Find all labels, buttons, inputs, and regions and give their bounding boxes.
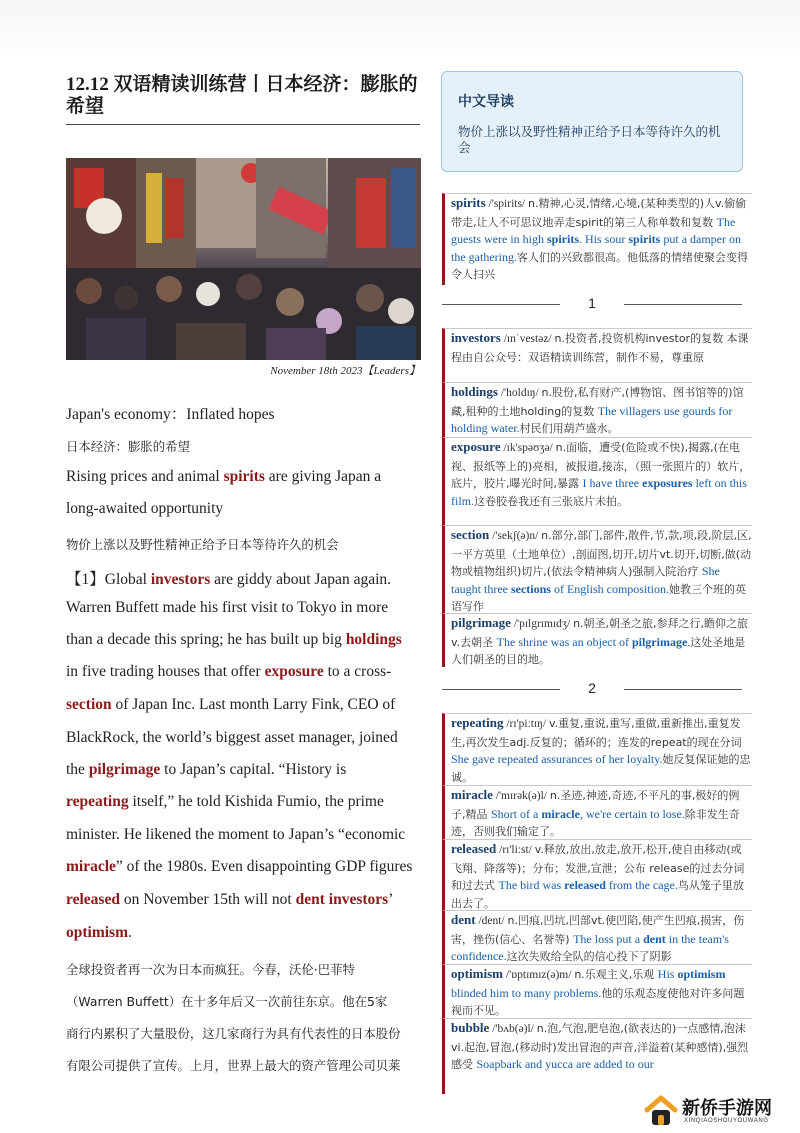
translation-line: 有限公司提供了宣传。上月，世界上最大的资产管理公司贝莱 bbox=[66, 1058, 401, 1073]
keyword-miracle: miracle bbox=[66, 858, 116, 875]
body-line: the pilgrimage to Japan’s capital. “History is bbox=[66, 761, 347, 778]
logo-subtext: XINQIAOSHOUYOUWANG bbox=[684, 1118, 769, 1124]
photo-caption: November 18th 2023【Leaders】 bbox=[270, 365, 420, 377]
body-line: than a decade this spring; he has built up big holdings bbox=[66, 631, 402, 648]
translation-line: 全球投资者再一次为日本而疯狂。今春，沃伦·巴菲特 bbox=[66, 962, 355, 977]
vocab-entry-optimism: optimism /'ɒptɪmɪz(ə)m/ n.乐观主义,乐观 His optimism blinded him to many problems.他的乐观态度使他对许多问题视而不见。 bbox=[442, 964, 752, 1018]
section-divider-1 bbox=[442, 295, 742, 313]
keyword-exposure: exposure bbox=[264, 663, 324, 680]
body-line: section of Japan Inc. Last month Larry Fink, CEO of bbox=[66, 696, 396, 713]
vocab-entry-repeating: repeating /rɪ'piːtɪŋ/ v.重复,重说,重写,重做,重新推出,重复发生,再次发生adj.反复的；循环的；连发的repeat的现在分词 She gave repeated assurances of her loyalty.她反复保证她的忠诚。 bbox=[442, 713, 752, 785]
body-line: minister. He likened the moment to Japan’s “economic bbox=[66, 826, 406, 843]
guide-title: 中文导读 bbox=[458, 94, 514, 110]
keyword-holdings: holdings bbox=[345, 631, 402, 648]
body-line: in five trading houses that offer exposure to a cross- bbox=[66, 663, 392, 680]
article-title: 12.12 双语精读训练营丨日本经济：膨胀的希望 bbox=[66, 74, 418, 117]
vocab-entry-spirits: spirits /'spirits/ n.精神,心灵,情绪,心境,(某种类型的)人v.偷偷带走,让人不可思议地弄走spirit的第三人称单数和复数 The guests were in high spirits. His sour spirits put a damper on the gathering.客人们的兴致都很高。他低落的情绪使聚会变得令人扫兴 bbox=[442, 193, 752, 285]
subhead-chinese: 物价上涨以及野性精神正给予日本等待许久的机会 bbox=[66, 537, 339, 552]
chinese-guide-box bbox=[441, 71, 743, 172]
vocab-entry-dent: dent /dent/ n.凹痕,凹坑,凹部vt.使凹陷,使产生凹痕,损害，伤害，挫伤(信心、名誉等) The loss put a dent in the team's confidence.这次失败给全队的信心投下了阴影 bbox=[442, 910, 752, 964]
vocab-entry-bubble: bubble /'bʌb(ə)l/ n.泡,气泡,肥皂泡,(欲表达的)一点感情,泡沫vi.起泡,冒泡,(移动时)发出冒泡的声音,洋溢着(某种感情),强烈感受 Soapbark and yucca are added to our bbox=[442, 1018, 752, 1094]
subhead-english-line-1: Rising prices and animal spirits are giving Japan a bbox=[66, 468, 382, 485]
headline-english: Japan's economy：Inflated hopes bbox=[66, 406, 275, 423]
section-number: 1 bbox=[588, 295, 596, 311]
guide-text: 物价上涨以及野性精神正给予日本等待许久的机会 bbox=[458, 124, 721, 155]
keyword-released: released bbox=[66, 891, 120, 908]
street-crowd-photo bbox=[66, 158, 421, 360]
subhead-english-line-2: long-awaited opportunity bbox=[66, 500, 224, 517]
body-line: BlackRock, the world’s biggest asset manager, joined bbox=[66, 729, 398, 746]
keyword-dent-investors: dent investors bbox=[295, 891, 389, 908]
body-line: 【1】Global investors are giddy about Japan again. bbox=[66, 571, 392, 588]
body-line: optimism. bbox=[66, 924, 132, 941]
body-line: Warren Buffett made his first visit to Tokyo in more bbox=[66, 599, 389, 616]
translation-line: 商行内累积了大量股份，这几家商行为具有代表性的日本股份 bbox=[66, 1026, 401, 1041]
vocab-entry-holdings: holdings /'holdɪŋ/ n.股份,私有财产,(博物馆、图书馆等的)馆藏,租种的土地holding的复数 The villagers use gourds for holding water.村民们用葫芦盛水。 bbox=[442, 382, 752, 437]
section-divider-2 bbox=[442, 680, 742, 698]
vocab-entry-released: released /rɪ'liːst/ v.释放,放出,放走,放开,松开,使自由移动(或飞翔、降落等)；分布；发泄,宣泄；公布 release的过去分词和过去式 The bird was released from the cage.鸟从笼子里放出去了。 bbox=[442, 839, 752, 910]
body-line: released on November 15th will not dent investors’ bbox=[66, 891, 394, 908]
keyword-repeating: repeating bbox=[66, 793, 129, 810]
keyword-spirits: spirits bbox=[223, 468, 265, 485]
logo-text: 新侨手游网 bbox=[682, 1098, 772, 1119]
headline-chinese: 日本经济：膨胀的希望 bbox=[66, 439, 190, 454]
keyword-section: section bbox=[66, 696, 112, 713]
translation-line: （Warren Buffett）在十多年后又一次前往东京。他在5家 bbox=[66, 994, 388, 1009]
vocab-entry-miracle: miracle /'mɪrək(ə)l/ n.圣迹,神迹,奇迹,不平凡的事,极好的例子,精品 Short of a miracle, we're certain to lose.除非发生奇迹，否则我们输定了。 bbox=[442, 785, 752, 839]
site-logo bbox=[644, 1093, 794, 1129]
vocab-entry-exposure: exposure /ɪk'spəʊʒə/ n.面临，遭受(危险或不快),揭露,(在电视、报纸等上的)亮相，被报道,接冻，（照一张照片的）软片，底片，胶片,曝光时间,暴露 I have three exposures left on this film.这卷胶卷我还有三张底片未拍。 bbox=[442, 437, 752, 525]
vocab-entry-pilgrimage: pilgrimage /'pɪlgrɪmɪdʒ/ n.朝圣,朝圣之旅,参拜之行,瞻仰之旅v.去朝圣 The shrine was an object of pilgrimage.这处圣地是人们朝圣的目的地。 bbox=[442, 613, 752, 667]
body-line: miracle” of the 1980s. Even disappointing GDP figures bbox=[66, 858, 413, 875]
keyword-optimism: optimism bbox=[66, 924, 128, 941]
body-line: repeating itself,” he told Kishida Fumio, the prime bbox=[66, 793, 384, 810]
section-number: 2 bbox=[588, 680, 596, 696]
keyword-investors: investors bbox=[150, 571, 211, 588]
house-logo-icon bbox=[644, 1095, 678, 1127]
title-divider bbox=[66, 124, 420, 125]
vocab-entry-section: section /'sekʃ(ə)n/ n.部分,部门,部件,散件,节,款,项,段,阶层,区,一平方英里（土地单位）,剖面图,切开,切片vt.切开,切断,做(动物或植物组织)切片,(依法令精神病人)强制入院治疗 She taught three sections of English composition.她教三个班的英语写作 bbox=[442, 525, 752, 613]
keyword-pilgrimage: pilgrimage bbox=[88, 761, 161, 778]
vocab-entry-investors: investors /ɪnˈvestəz/ n.投资者,投资机构investor的复数 本课程由自公众号：双语精读训练营，制作不易，尊重原 bbox=[442, 328, 752, 382]
